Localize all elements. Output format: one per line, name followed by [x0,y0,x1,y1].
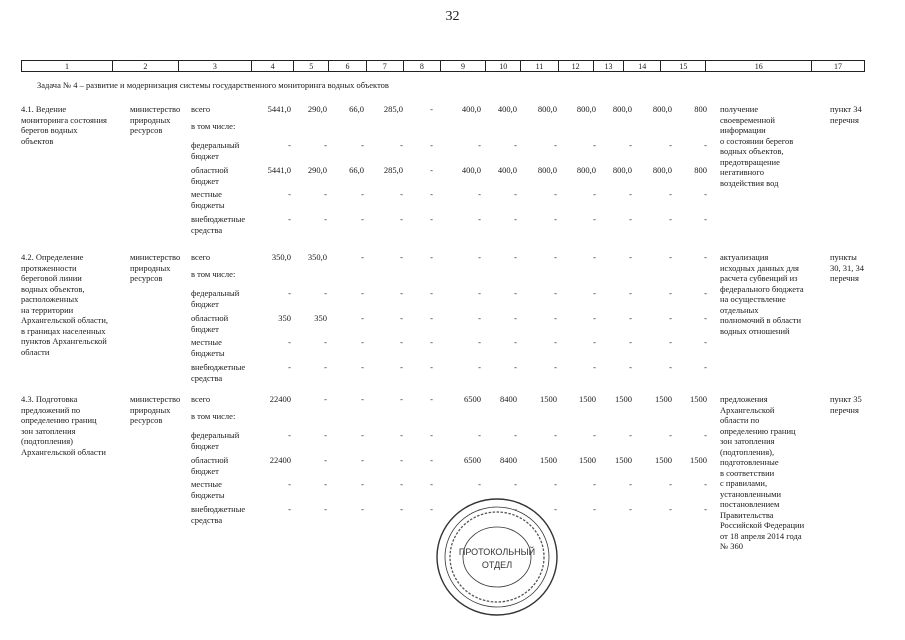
funding-value: - [288,337,291,347]
funding-value: 800,0 [537,104,557,114]
funding-value: - [400,313,403,323]
funding-value: - [430,252,433,262]
funding-value: 1500 [690,455,707,465]
measure-name: 4.3. Подготовка предложений по определению границ зон затопления (подтопления) Архангельской области [21,394,106,457]
funding-value: 1500 [540,394,557,404]
funding-value: - [400,337,403,347]
funding-value: - [400,394,403,404]
funding-value: - [514,337,517,347]
column-number: 8 [404,61,441,71]
reference: пункт 35 перечня [830,394,862,415]
funding-value: - [593,214,596,224]
stamp-line-1: ПРОТОКОЛЬНЫЙ [458,547,536,557]
column-number: 17 [834,61,843,71]
funding-value: - [704,252,707,262]
funding-value: - [478,189,481,199]
executor: министерство природных ресурсов [130,104,181,135]
funding-source-label: внебюджетные средства [191,504,246,525]
funding-value: - [324,140,327,150]
funding-value: - [288,430,291,440]
funding-value: 66,0 [349,104,364,114]
reference: пункт 34 перечня [830,104,862,125]
funding-value: - [704,362,707,372]
funding-value: 8400 [500,394,517,404]
funding-value: - [554,504,557,514]
funding-value: 1500 [655,394,672,404]
funding-source-label: внебюджетные средства [191,362,246,383]
funding-value: - [324,504,327,514]
funding-value: - [288,479,291,489]
funding-value: - [361,455,364,465]
funding-source-label: в том числе: [191,269,236,279]
funding-value: - [704,313,707,323]
funding-value: - [669,252,672,262]
protocol-department-stamp [432,494,562,620]
funding-value: - [361,189,364,199]
funding-value: - [430,104,433,114]
funding-value: - [554,252,557,262]
funding-value: - [704,430,707,440]
column-number: 13 [594,61,624,71]
funding-value: - [430,504,433,514]
funding-value: - [430,189,433,199]
funding-value: 5441,0 [267,165,291,175]
funding-value: - [400,430,403,440]
funding-value: 1500 [579,455,596,465]
funding-value: - [593,313,596,323]
funding-value: - [478,214,481,224]
expected-result: актуализация исходных данных для расчета субвенций из федерального бюджета на осуществление отдельных полномочий в области водных отношений [720,252,804,336]
expected-result: получение своевременной информации о состоянии берегов водных объектов, предотвращение негативного воздействия вод [720,104,794,188]
funding-value: 400,0 [461,104,481,114]
funding-value: - [629,288,632,298]
funding-value: - [593,140,596,150]
funding-value: - [629,430,632,440]
funding-value: 1500 [655,455,672,465]
funding-value: 1500 [579,394,596,404]
funding-value: - [629,214,632,224]
funding-value: - [400,288,403,298]
funding-value: - [554,479,557,489]
funding-value: - [514,288,517,298]
funding-value: 1500 [540,455,557,465]
funding-value: - [288,214,291,224]
funding-value: - [430,455,433,465]
funding-value: - [554,214,557,224]
funding-value: - [361,252,364,262]
funding-source-label: в том числе: [191,121,236,131]
funding-value: - [430,430,433,440]
column-number-header [21,60,865,72]
funding-value: - [430,362,433,372]
funding-value: - [593,252,596,262]
funding-value: - [593,288,596,298]
column-number: 16 [706,61,812,71]
funding-value: 800,0 [576,165,596,175]
funding-source-label: местные бюджеты [191,479,225,500]
funding-value: - [400,479,403,489]
funding-value: 400,0 [497,104,517,114]
funding-value: - [478,479,481,489]
funding-value: - [400,252,403,262]
funding-value: 800,0 [537,165,557,175]
funding-value: 6500 [464,455,481,465]
funding-value: - [478,140,481,150]
funding-value: - [400,455,403,465]
funding-value: - [514,140,517,150]
funding-value: - [514,479,517,489]
funding-value: - [478,430,481,440]
funding-value: - [361,479,364,489]
funding-value: - [400,504,403,514]
funding-source-label: федеральный бюджет [191,140,240,161]
funding-value: - [478,252,481,262]
funding-value: 290,0 [307,104,327,114]
funding-value: 800,0 [612,165,632,175]
funding-source-label: всего [191,394,211,404]
funding-value: - [704,140,707,150]
funding-value: - [593,430,596,440]
funding-value: - [288,288,291,298]
funding-value: 800 [694,165,707,175]
funding-value: - [514,252,517,262]
column-number: 10 [486,61,521,71]
funding-value: - [704,288,707,298]
funding-value: - [361,313,364,323]
funding-value: - [361,140,364,150]
funding-value: - [430,394,433,404]
funding-source-label: областной бюджет [191,313,229,334]
funding-value: - [430,165,433,175]
funding-source-label: федеральный бюджет [191,430,240,451]
funding-value: - [324,455,327,465]
funding-value: - [361,394,364,404]
funding-value: - [669,189,672,199]
funding-value: - [430,214,433,224]
funding-value: 6500 [464,394,481,404]
funding-source-label: местные бюджеты [191,337,225,358]
funding-value: - [593,337,596,347]
funding-value: - [704,504,707,514]
funding-value: - [629,252,632,262]
funding-value: 5441,0 [267,104,291,114]
funding-value: 1500 [690,394,707,404]
column-number: 11 [521,61,558,71]
funding-value: - [629,479,632,489]
funding-value: 290,0 [307,165,327,175]
funding-value: - [324,288,327,298]
reference: пункты 30, 31, 34 перечня [830,252,864,283]
funding-value: - [629,337,632,347]
executor: министерство природных ресурсов [130,394,181,425]
funding-value: - [430,337,433,347]
funding-value: - [361,504,364,514]
funding-source-label: всего [191,104,211,114]
funding-value: 800,0 [652,104,672,114]
funding-value: - [361,430,364,440]
funding-value: - [361,337,364,347]
funding-value: - [593,189,596,199]
funding-value: - [514,430,517,440]
funding-value: - [514,362,517,372]
column-number: 14 [624,61,661,71]
funding-value: - [554,288,557,298]
funding-value: 285,0 [383,104,403,114]
column-number: 4 [252,61,294,71]
measure-name: 4.2. Определение протяженности береговой линии водных объектов, расположенных на территории Архангельской области, в границах населенных пунктов Архангельской области [21,252,109,357]
executor: министерство природных ресурсов [130,252,181,283]
funding-value: - [324,337,327,347]
funding-value: - [593,504,596,514]
funding-value: - [324,394,327,404]
funding-value: 800,0 [612,104,632,114]
funding-value: 400,0 [461,165,481,175]
funding-value: - [430,288,433,298]
funding-value: - [593,362,596,372]
column-number: 12 [559,61,594,71]
column-number: 1 [22,61,113,71]
funding-value: - [400,214,403,224]
funding-value: - [430,479,433,489]
funding-value: 66,0 [349,165,364,175]
funding-value: - [478,288,481,298]
funding-value: - [324,430,327,440]
funding-value: - [554,140,557,150]
funding-value: 800,0 [652,165,672,175]
funding-value: - [704,337,707,347]
funding-value: - [288,504,291,514]
funding-value: - [400,140,403,150]
task-title: Задача № 4 – развитие и модернизация системы государственного мониторинга водных объектов [37,80,389,90]
funding-value: - [669,337,672,347]
funding-value: - [514,313,517,323]
funding-value: 285,0 [383,165,403,175]
funding-value: - [629,140,632,150]
funding-value: - [704,479,707,489]
funding-source-label: областной бюджет [191,165,229,186]
funding-value: - [514,189,517,199]
funding-value: - [514,214,517,224]
funding-value: - [554,337,557,347]
column-number: 7 [367,61,404,71]
funding-value: - [288,362,291,372]
funding-value: - [478,337,481,347]
funding-value: - [478,362,481,372]
column-number: 15 [661,61,706,71]
funding-value: - [704,189,707,199]
expected-result: предложения Архангельской области по определению границ зон затопления (подтопления), подготовленные в соответствии с правилами, установленными постановлением Правительства Российской Федерации от 18 апреля 2014 года № 360 [720,394,805,551]
funding-source-label: внебюджетные средства [191,214,246,235]
funding-source-label: местные бюджеты [191,189,225,210]
funding-source-label: областной бюджет [191,455,229,476]
column-number: 6 [329,61,366,71]
funding-value: - [669,504,672,514]
funding-value: 400,0 [497,165,517,175]
funding-value: - [478,313,481,323]
funding-source-label: в том числе: [191,411,236,421]
funding-value: - [430,140,433,150]
funding-value: 22400 [269,394,291,404]
funding-value: - [629,189,632,199]
funding-value: 800,0 [576,104,596,114]
measure-name: 4.1. Ведение мониторинга состояния берегов водных объектов [21,104,107,146]
stamp-line-2: ОТДЕЛ [481,560,513,570]
funding-value: - [669,430,672,440]
funding-value: 350 [278,313,291,323]
column-number: 9 [441,61,486,71]
funding-value: - [554,313,557,323]
column-number: 5 [294,61,329,71]
funding-value: - [629,313,632,323]
funding-value: - [629,504,632,514]
funding-value: 8400 [500,455,517,465]
funding-value: - [361,214,364,224]
page-number: 32 [445,9,460,24]
column-number: 3 [179,61,252,71]
funding-value: - [400,189,403,199]
funding-value: - [430,313,433,323]
funding-value: - [361,362,364,372]
funding-value: - [554,189,557,199]
funding-value: - [478,504,481,514]
funding-value: 350,0 [271,252,291,262]
funding-value: - [324,214,327,224]
funding-value: 350 [314,313,327,323]
funding-value: 22400 [269,455,291,465]
funding-value: - [554,362,557,372]
funding-value: - [629,362,632,372]
column-number: 2 [113,61,179,71]
funding-value: 1500 [615,455,632,465]
funding-value: - [669,214,672,224]
funding-value: - [324,479,327,489]
funding-value: - [669,313,672,323]
funding-source-label: всего [191,252,211,262]
funding-value: - [288,140,291,150]
funding-value: - [361,288,364,298]
funding-value: - [669,362,672,372]
funding-value: - [514,504,517,514]
funding-value: - [324,362,327,372]
funding-value: - [324,189,327,199]
funding-value: - [400,362,403,372]
funding-value: - [554,430,557,440]
funding-value: - [669,288,672,298]
funding-value: - [669,479,672,489]
funding-value: - [704,214,707,224]
funding-value: 350,0 [307,252,327,262]
funding-source-label: федеральный бюджет [191,288,240,309]
funding-value: - [288,189,291,199]
funding-value: 1500 [615,394,632,404]
funding-value: 800 [694,104,707,114]
funding-value: - [593,479,596,489]
funding-value: - [669,140,672,150]
